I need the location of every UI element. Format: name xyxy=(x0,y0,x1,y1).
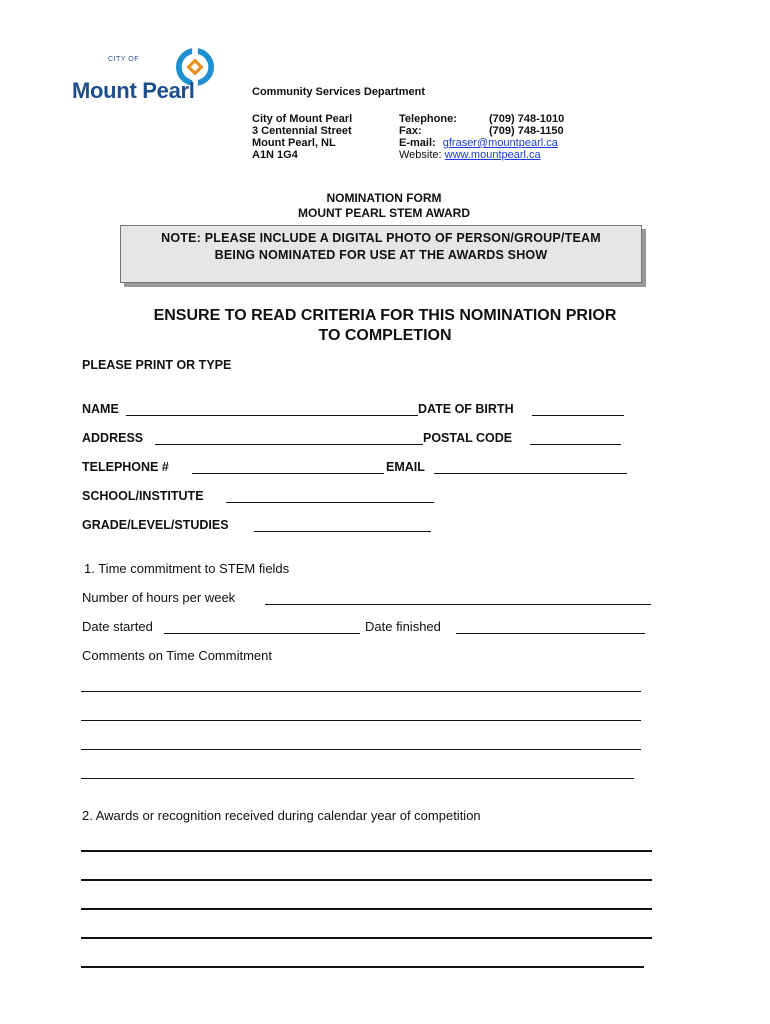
photo-note-box xyxy=(120,225,642,283)
hours-label: Number of hours per week xyxy=(82,590,236,605)
address-block xyxy=(252,113,352,161)
ensure-line2: TO COMPLETION xyxy=(318,327,452,344)
awards-line[interactable] xyxy=(81,908,652,910)
school-label: SCHOOL/INSTITUTE xyxy=(82,489,204,503)
telephone-field[interactable] xyxy=(192,473,384,474)
website-label: Website: xyxy=(399,149,442,161)
email-label: E-mail: xyxy=(399,137,436,149)
email-line xyxy=(399,137,558,149)
awards-line[interactable] xyxy=(81,966,644,968)
address-field[interactable] xyxy=(155,444,423,445)
awards-line[interactable] xyxy=(81,937,652,939)
note-line2: BEING NOMINATED FOR USE AT THE AWARDS SHOW xyxy=(214,248,548,262)
ensure-line1: ENSURE TO READ CRITERIA FOR THIS NOMINATION PRIOR xyxy=(153,307,617,324)
note-line1: NOTE: PLEASE INCLUDE A DIGITAL PHOTO OF PERSON/GROUP/TEAM xyxy=(161,231,601,245)
grade-label: GRADE/LEVEL/STUDIES xyxy=(82,518,229,532)
school-field[interactable] xyxy=(226,502,434,503)
awards-line[interactable] xyxy=(81,879,652,881)
contact-values xyxy=(489,113,564,137)
address-line: 3 Centennial Street xyxy=(252,125,352,137)
telephone-label-field: TELEPHONE # xyxy=(82,460,169,474)
fax-value: (709) 748-1150 xyxy=(489,125,564,137)
fax-label: Fax: xyxy=(399,125,422,137)
email-label-field: EMAIL xyxy=(386,460,425,474)
comments-line[interactable] xyxy=(81,720,641,721)
date-finished-label: Date finished xyxy=(365,619,441,634)
city-logo xyxy=(70,48,220,108)
awards-line[interactable] xyxy=(81,850,652,852)
dob-label: DATE OF BIRTH xyxy=(418,402,514,416)
section2-title: 2. Awards or recognition received during calendar year of competition xyxy=(82,808,481,823)
postal-code-label: POSTAL CODE xyxy=(423,431,513,445)
name-field[interactable] xyxy=(126,415,418,416)
dob-field[interactable] xyxy=(532,415,624,416)
comments-line[interactable] xyxy=(81,778,634,779)
name-label: NAME xyxy=(82,402,119,416)
date-started-label: Date started xyxy=(82,619,153,634)
contact-labels xyxy=(399,113,499,137)
website-link[interactable]: www.mountpearl.ca xyxy=(444,149,541,161)
section1-title: 1. Time commitment to STEM fields xyxy=(84,561,290,576)
postal-code-field[interactable] xyxy=(530,444,621,445)
print-instruction: PLEASE PRINT OR TYPE xyxy=(82,358,232,372)
logo-city-of: CITY OF xyxy=(108,56,139,63)
form-title-line2: MOUNT PEARL STEM AWARD xyxy=(297,206,470,220)
department-name: Community Services Department xyxy=(252,86,425,98)
comments-line[interactable] xyxy=(81,749,641,750)
comments-label: Comments on Time Commitment xyxy=(82,648,272,663)
hours-field[interactable] xyxy=(265,604,651,605)
email-link[interactable]: gfraser@mountpearl.ca xyxy=(442,137,558,149)
form-title-line1: NOMINATION FORM xyxy=(326,191,442,205)
website-line xyxy=(399,149,541,161)
ensure-heading xyxy=(0,306,770,346)
logo-name: Mount Pearl xyxy=(72,78,195,103)
form-title xyxy=(0,191,770,221)
date-finished-field[interactable] xyxy=(456,633,645,634)
grade-field[interactable] xyxy=(254,531,431,532)
email-field[interactable] xyxy=(434,473,627,474)
address-line: A1N 1G4 xyxy=(252,149,298,161)
telephone-value: (709) 748-1010 xyxy=(489,113,565,125)
address-line: Mount Pearl, NL xyxy=(252,137,336,149)
address-line: City of Mount Pearl xyxy=(252,113,353,125)
address-label: ADDRESS xyxy=(82,431,144,445)
comments-line[interactable] xyxy=(81,691,641,692)
telephone-label: Telephone: xyxy=(399,113,457,125)
date-started-field[interactable] xyxy=(164,633,360,634)
